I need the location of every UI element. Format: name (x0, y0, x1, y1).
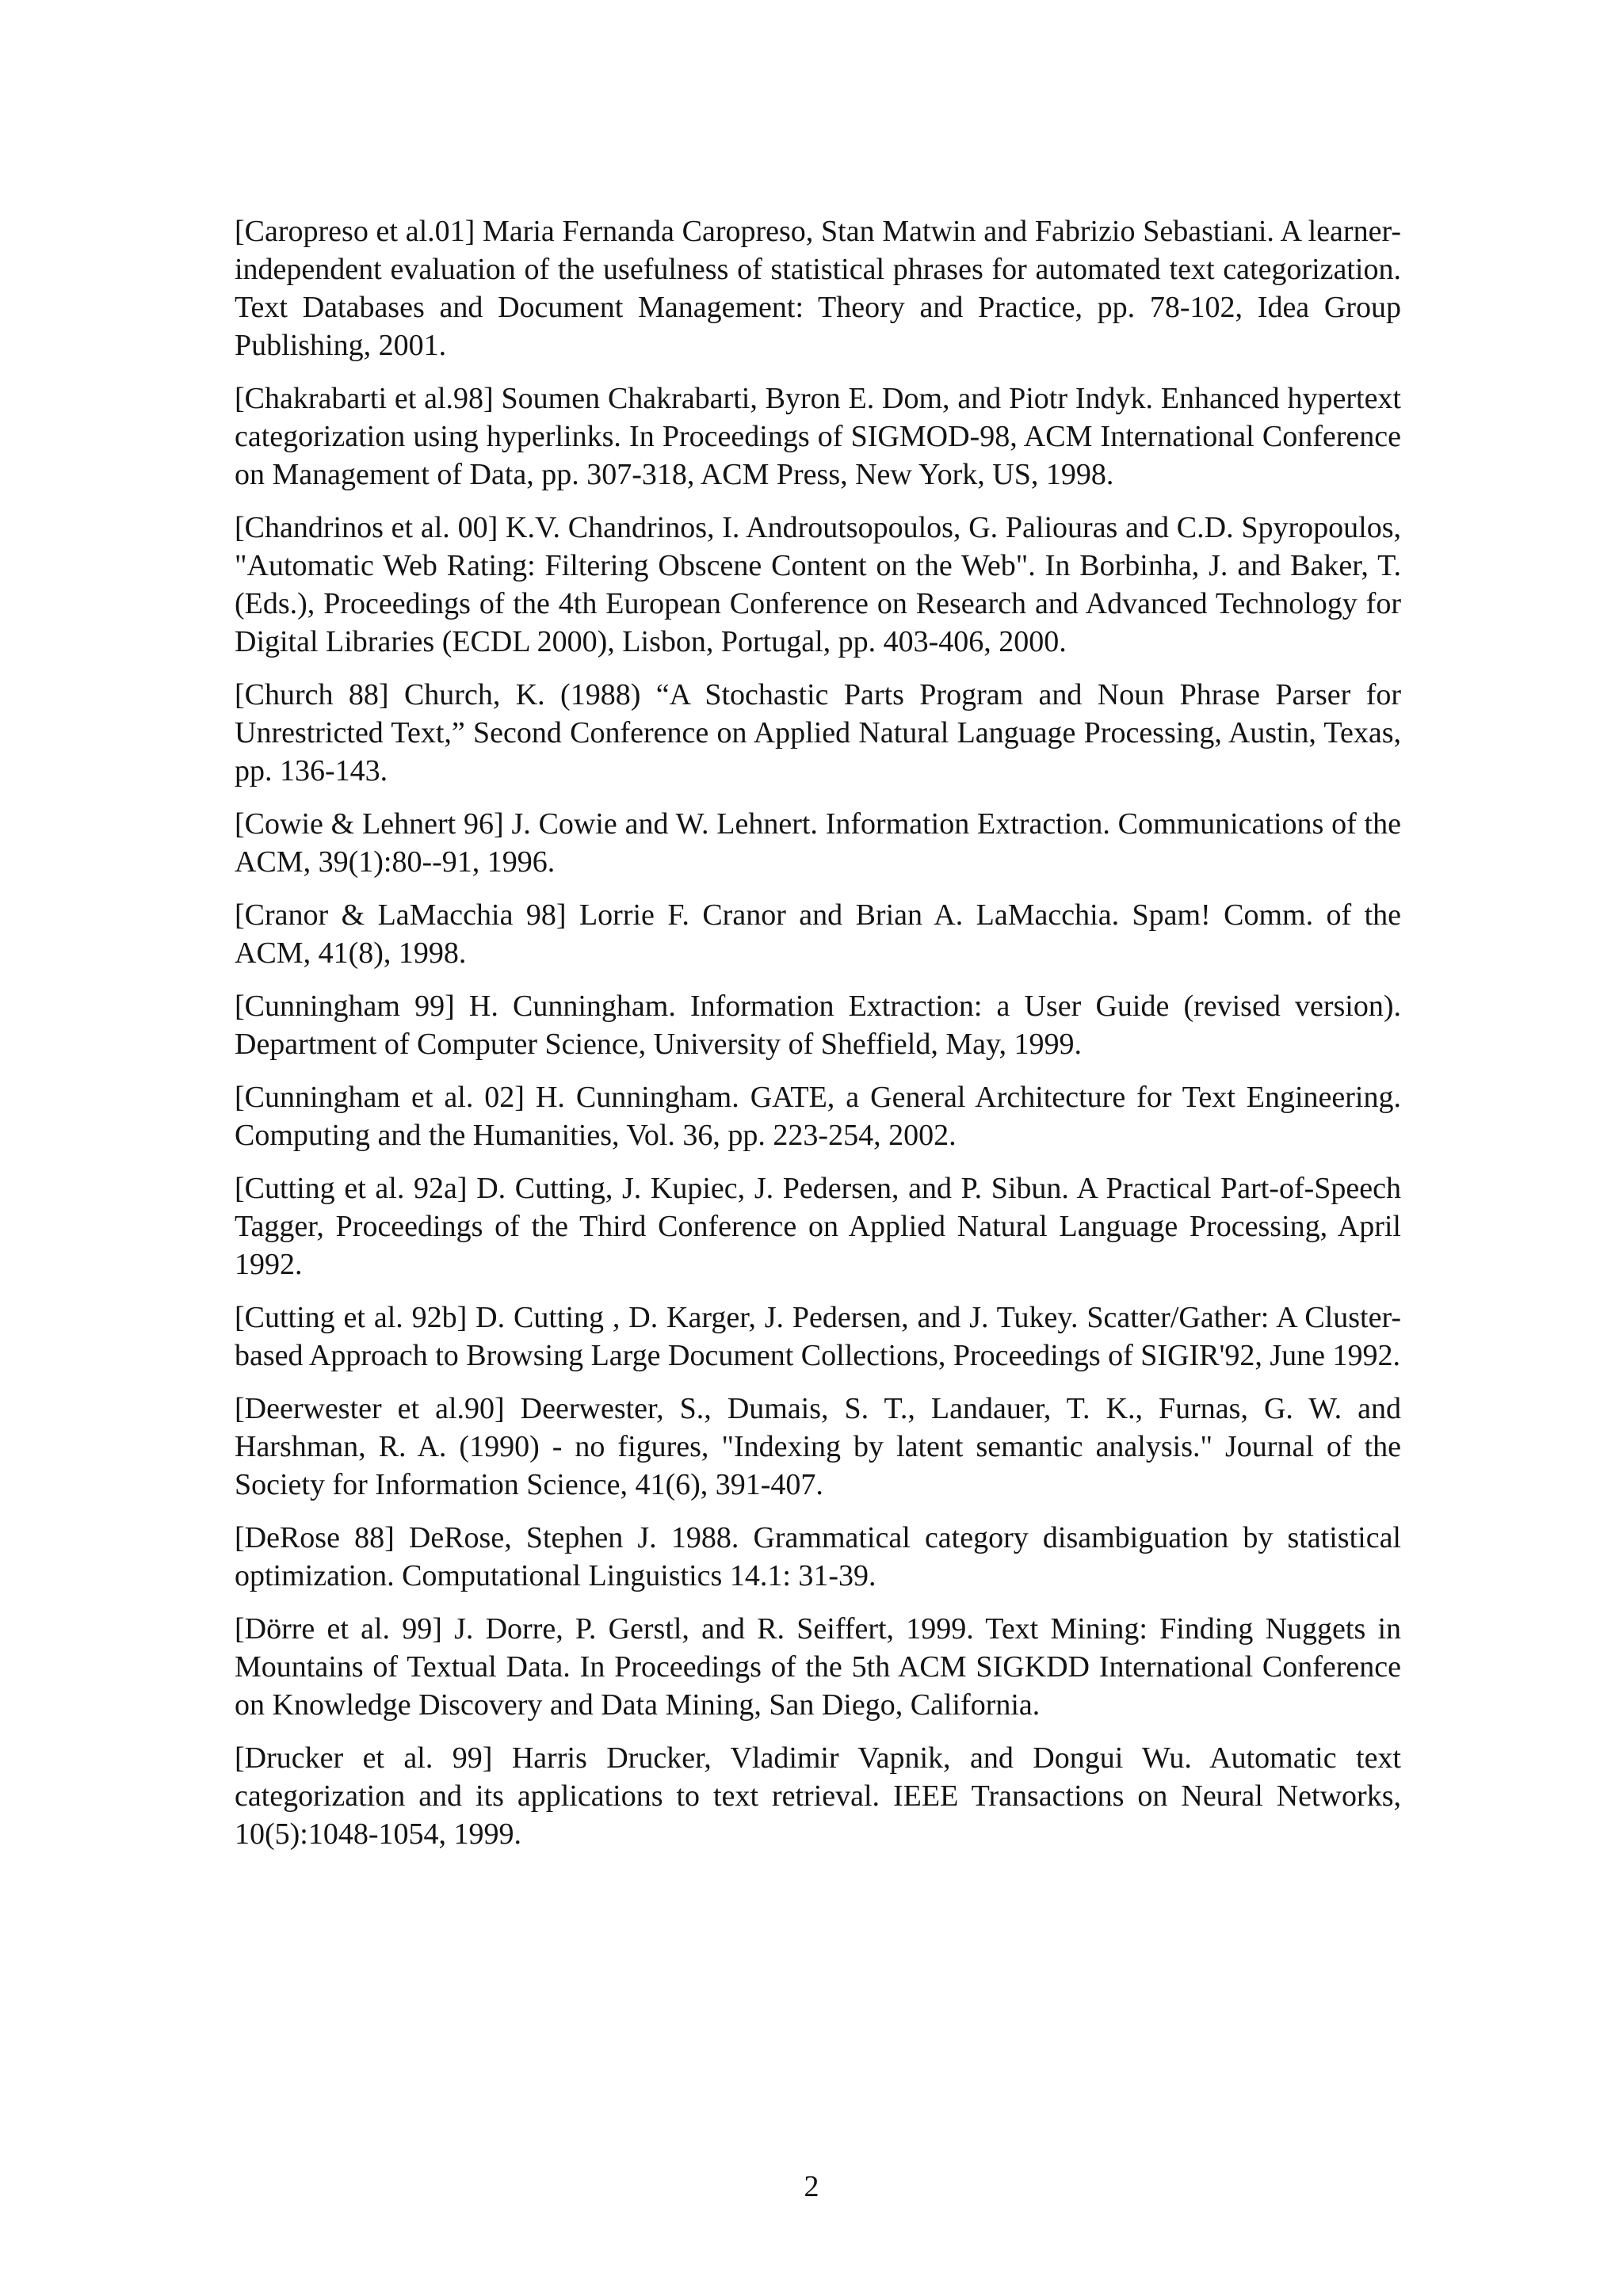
reference-list (235, 212, 1401, 1868)
reference-entry: [Cutting et al. 92a] D. Cutting, J. Kupiec, J. Pedersen, and P. Sibun. A Practical Part-of-Speech Tagger, Proceedings of the Third Conference on Applied Natural Language Processing, April 1992. (235, 1172, 1401, 1281)
reference-entry: [Drucker et al. 99] Harris Drucker, Vladimir Vapnik, and Dongui Wu. Automatic text categorization and its applications to text retrieval. IEEE Transactions on Neural Networks, 10(5):1048-1054, 1999. (235, 1741, 1401, 1851)
reference-entry: [Deerwester et al.90] Deerwester, S., Dumais, S. T., Landauer, T. K., Furnas, G. W. and Harshman, R. A. (1990) - no figures, "Indexing by latent semantic analysis." Journal of the Society for Information Science, 41(6), 391-407. (235, 1392, 1401, 1501)
reference-entry: [Chakrabarti et al.98] Soumen Chakrabarti, Byron E. Dom, and Piotr Indyk. Enhanced hypertext categorization using hyperlinks. In Proceedings of SIGMOD-98, ACM International Conference on Management of Data, pp. 307-318, ACM Press, New York, US, 1998. (235, 382, 1401, 491)
reference-entry: [Cranor & LaMacchia 98] Lorrie F. Cranor and Brian A. LaMacchia. Spam! Comm. of the ACM, 41(8), 1998. (235, 898, 1401, 970)
reference-entry: [Cowie & Lehnert 96] J. Cowie and W. Lehnert. Information Extraction. Communications of the ACM, 39(1):80--91, 1996. (235, 807, 1401, 879)
reference-entry: [Cunningham et al. 02] H. Cunningham. GATE, a General Architecture for Text Engineering. Computing and the Humanities, Vol. 36, pp. 223-254, 2002. (235, 1081, 1401, 1152)
page-number: 2 (804, 2170, 819, 2203)
reference-entry: [Caropreso et al.01] Maria Fernanda Caropreso, Stan Matwin and Fabrizio Sebastiani. A learner-independent evaluation of the usefulness of statistical phrases for automated text categorization. Text Databases and Document Management: Theory and Practice, pp. 78-102, Idea Group Publishing, 2001. (235, 215, 1401, 362)
reference-entry: [Church 88] Church, K. (1988) “A Stochastic Parts Program and Noun Phrase Parser for Unrestricted Text,” Second Conference on Applied Natural Language Processing, Austin, Texas, pp. 136-143. (235, 678, 1401, 788)
reference-entry: [Chandrinos et al. 00] K.V. Chandrinos, I. Androutsopoulos, G. Paliouras and C.D. Spyropoulos, "Automatic Web Rating: Filtering Obscene Content on the Web". In Borbinha, J. and Baker, T. (Eds.), Proceedings of the 4th European Conference on Research and Advanced Technology for Digital Libraries (ECDL 2000), Lisbon, Portugal, pp. 403-406, 2000. (235, 511, 1401, 658)
reference-entry: [Dörre et al. 99] J. Dorre, P. Gerstl, and R. Seiffert, 1999. Text Mining: Finding Nuggets in Mountains of Textual Data. In Proceedings of the 5th ACM SIGKDD International Conference on Knowledge Discovery and Data Mining, San Diego, California. (235, 1612, 1401, 1722)
reference-entry: [Cunningham 99] H. Cunningham. Information Extraction: a User Guide (revised version). Department of Computer Science, University of Sheffield, May, 1999. (235, 990, 1401, 1061)
reference-entry: [DeRose 88] DeRose, Stephen J. 1988. Grammatical category disambiguation by statistical optimization. Computational Linguistics 14.1: 31-39. (235, 1521, 1401, 1592)
reference-entry: [Cutting et al. 92b] D. Cutting , D. Karger, J. Pedersen, and J. Tukey. Scatter/Gather: A Cluster-based Approach to Browsing Large Document Collections, Proceedings of SIGIR'92, June 1992. (235, 1301, 1401, 1372)
